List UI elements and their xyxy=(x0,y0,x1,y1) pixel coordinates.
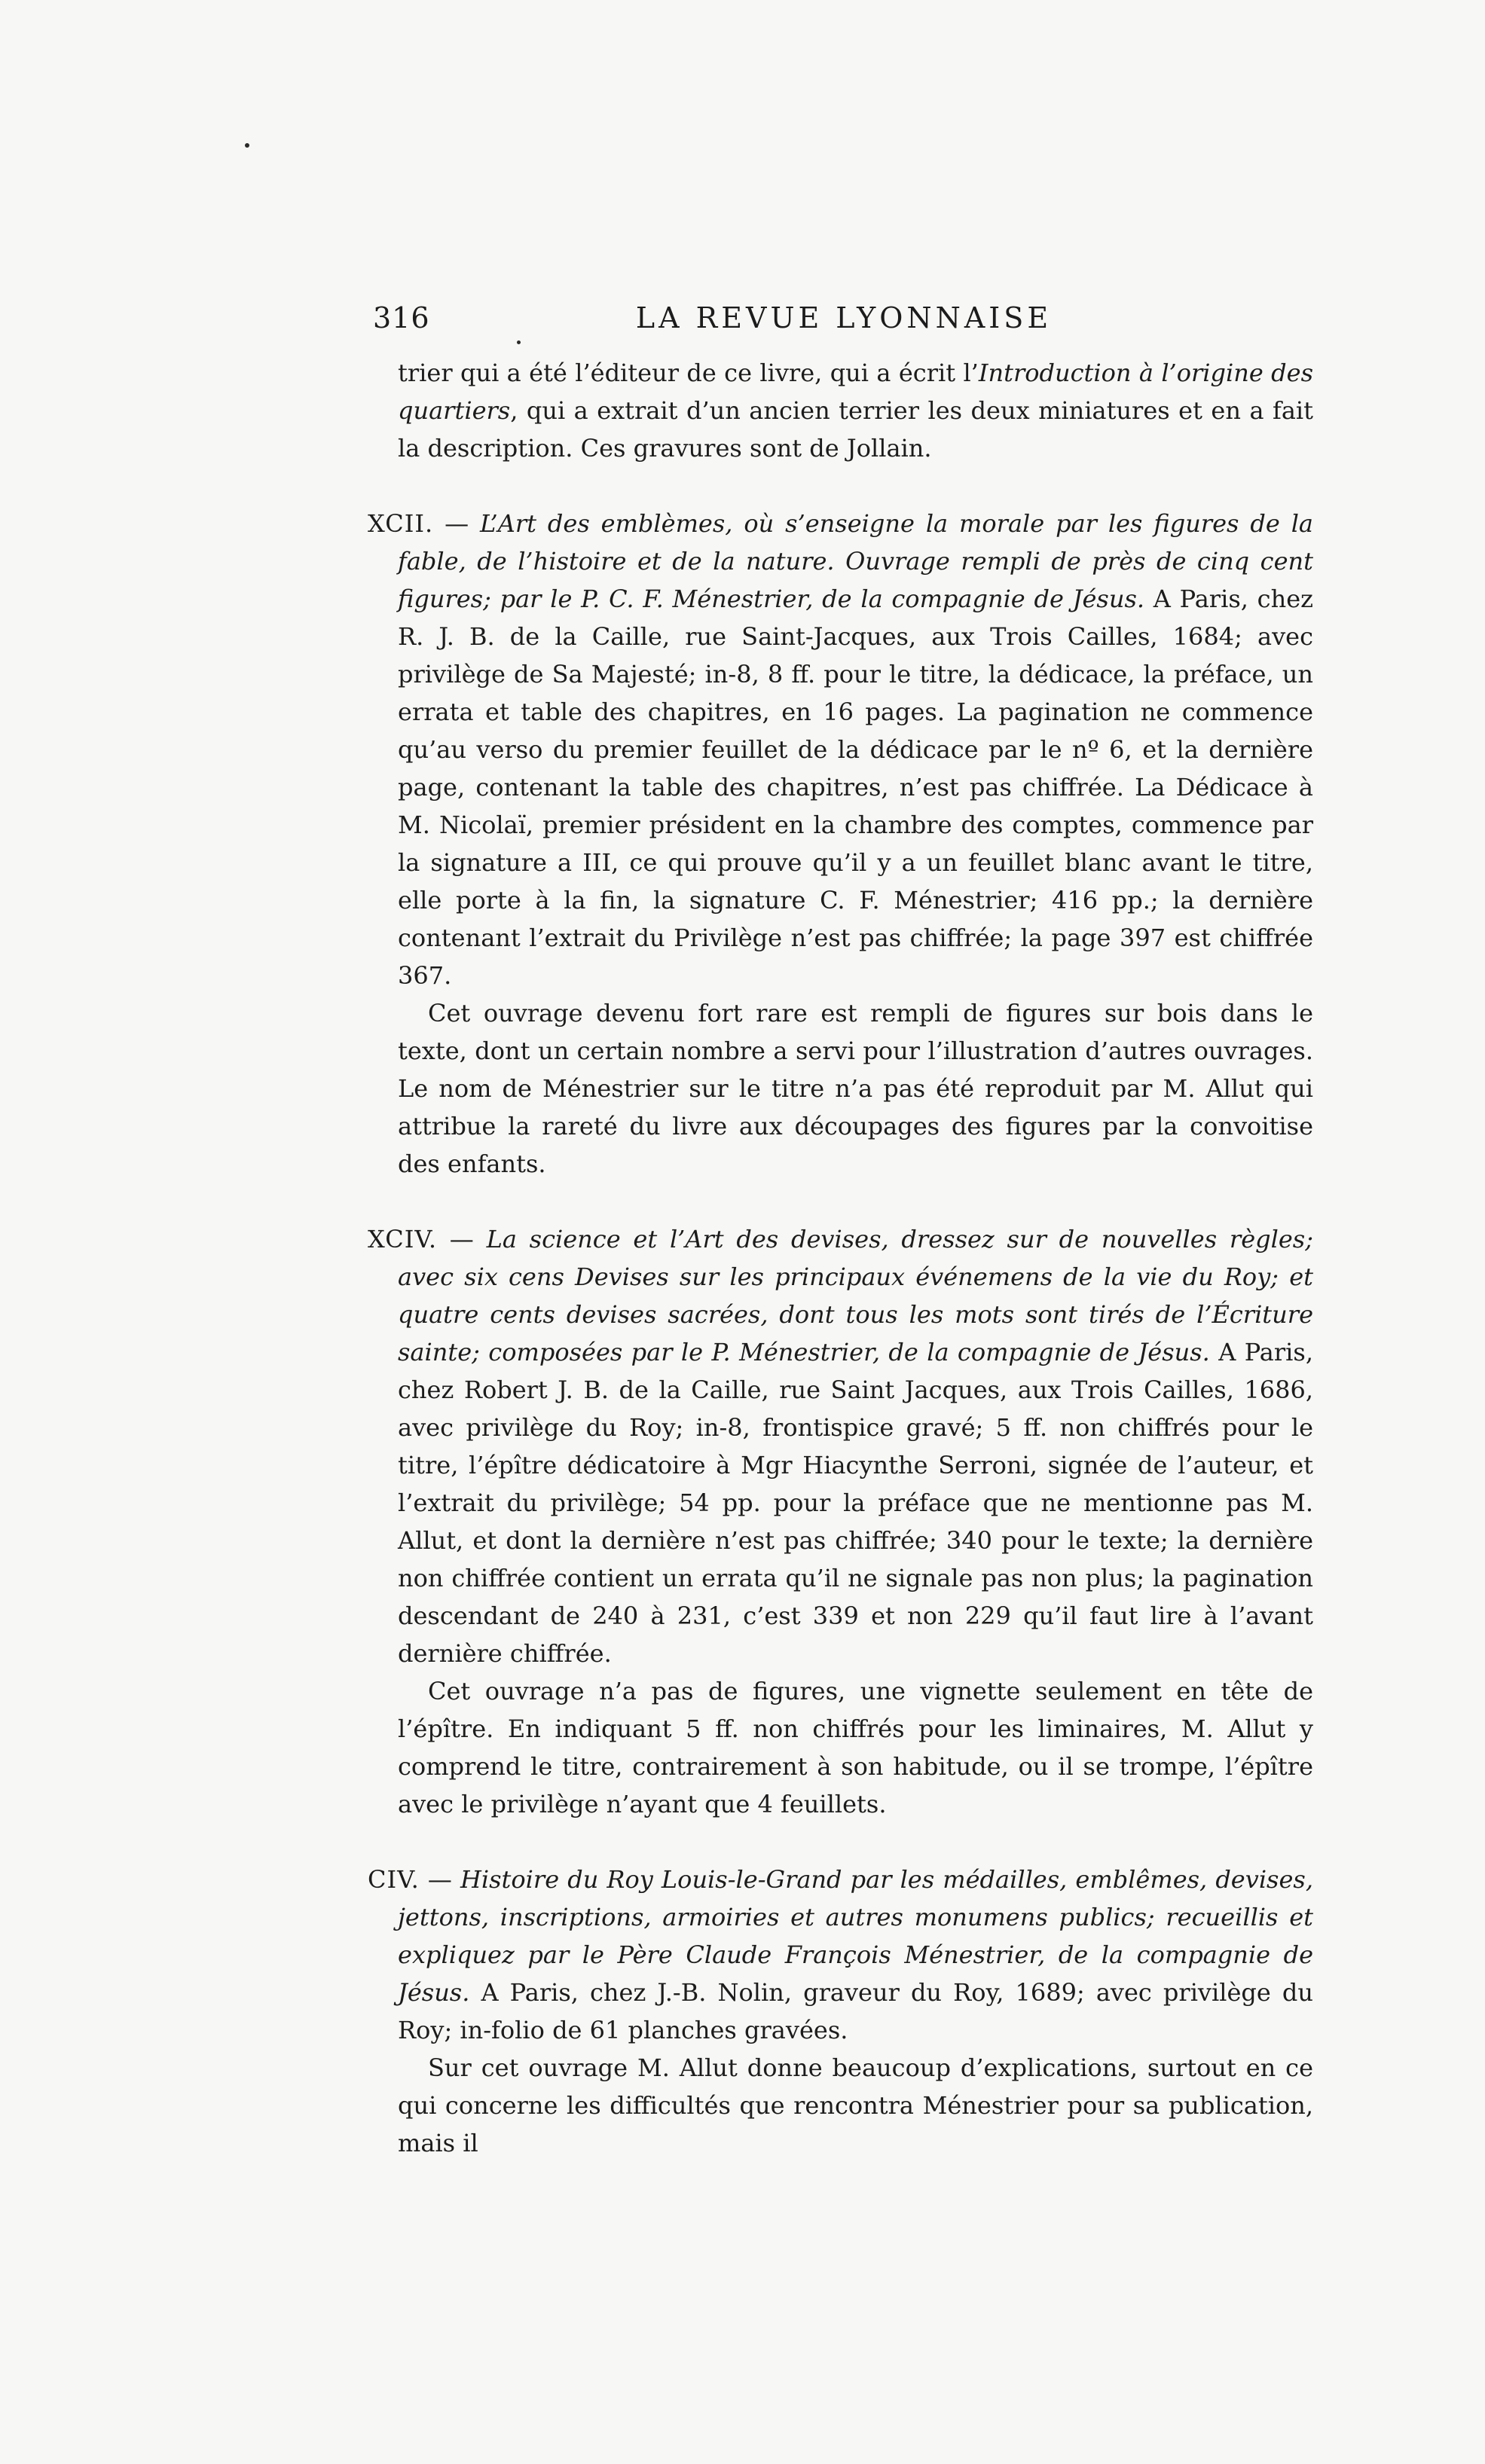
entry-heading xyxy=(368,1861,1313,2049)
journal-title: LA REVUE LYONNAISE xyxy=(635,301,1053,334)
entry-description: A Paris, chez R. J. B. de la Caille, rue Saint-Jacques, aux Trois Cailles, 1684; avec privilège de Sa Majesté; in-8, 8 ff. pour le titre, la dédicace, la préface, un errata et table des chapitres, en 16 pages. La pagination ne commence qu’au verso du premier feuillet de la dédicace par le nº 6, et la dernière page, contenant la table des chapitres, n’est pas chiffrée. La Dédicace à M. Nicolaï, premier président en la chambre des comptes, commence par la signature a III, ce qui prouve qu’il y a un feuillet blanc avant le titre, elle porte à la fin, la signature C. F. Ménestrier; 416 pp.; la dernière contenant l’extrait du Privilège n’est pas chiffrée; la page 397 est chiffrée 367. xyxy=(398,585,1314,990)
entry-number: XCII. xyxy=(368,509,434,538)
entry-description: A Paris, chez Robert J. B. de la Caille, rue Saint Jacques, aux Trois Cailles, 1686, avec privilège du Roy; in-8, frontispice gravé; 5 ff. non chiffrés pour le titre, l’épître dédicatoire à Mgr Hiacynthe Serroni, signée de l’auteur, et l’extrait du privilège; 54 pp. pour la préface que ne mentionne pas M. Allut, et dont la dernière n’est pas chiffrée; 340 pour le texte; la dernière non chiffrée contient un errata qu’il ne signale pas non plus; la pagination descendant de 240 à 231, c’est 339 et non 229 qu’il faut lire à l’avant dernière chiffrée. xyxy=(398,1338,1314,1668)
entry-heading xyxy=(368,1220,1314,1672)
entry-comment: Cet ouvrage n’a pas de figures, une vignette seulement en tête de l’épître. En indiquant 5 ff. non chiffrés pour les liminaires, M. Allut y comprend le titre, contrairement à son habitude, ou il se trompe, l’épître avec le privilège n’ayant que 4 feuillets. xyxy=(398,1677,1313,1818)
entry-number: CIV. xyxy=(368,1865,420,1894)
entry-dash: — xyxy=(419,1865,460,1894)
entry-title: La science et l’Art des devises, dressez sur de nouvelles règles; avec six cens Devises sur les principaux événemens de la vie du Roy; et quatre cents devises sacrées, dont tous les mots sont tirés de l’Écriture sainte; composées par le P. Ménestrier, de la compagnie de Jésus. xyxy=(398,1225,1314,1366)
body-text xyxy=(368,354,1314,2162)
entry-comment: Sur cet ouvrage M. Allut donne beaucoup d’explications, surtout en ce qui concerne les difficultés que rencontra Ménestrier pour sa publication, mais il xyxy=(398,2053,1313,2157)
entry-number: XCIV. xyxy=(368,1225,438,1253)
entry-heading xyxy=(368,505,1314,994)
continuation-text-before: trier qui a été l’éditeur de ce livre, qui a écrit l’ xyxy=(398,359,979,387)
running-head xyxy=(373,301,1315,343)
continuation-paragraph xyxy=(398,354,1313,467)
entry-civ xyxy=(368,1861,1313,2162)
continuation-text-after: , qui a extrait d’un ancien terrier les deux miniatures et en a fait la description. Ces gravures sont de Jollain. xyxy=(398,396,1313,463)
entry-title: L’Art des emblèmes, où s’enseigne la morale par les figures de la fable, de l’histoire et de la nature. Ouvrage rempli de près de cinq cent figures; par le P. C. F. Ménestrier, de la compagnie de Jésus. xyxy=(398,509,1313,613)
ink-speck xyxy=(245,143,249,148)
entry-xcii xyxy=(368,505,1314,1183)
entry-comment: Cet ouvrage devenu fort rare est rempli de figures sur bois dans le texte, dont un certain nombre a servi pour l’illustration d’autres ouvrages. Le nom de Ménestrier sur le titre n’a pas été reproduit par M. Allut qui attribue la rareté du livre aux découpages des figures par la convoitise des enfants. xyxy=(398,999,1313,1178)
entry-title: Histoire du Roy Louis-le-Grand par les médailles, emblêmes, devises, jettons, inscriptions, armoiries et autres monumens publics; recueillis et expliquez par le Père Claude François Ménestrier, de la compagnie de Jésus. xyxy=(398,1865,1313,2007)
entry-dash: — xyxy=(437,1225,487,1253)
entry-dash: — xyxy=(433,509,480,538)
entry-xciv xyxy=(368,1220,1314,1823)
entry-description: A Paris, chez J.-B. Nolin, graveur du Roy, 1689; avec privilège du Roy; in-folio de 61 planches gravées. xyxy=(398,1978,1313,2044)
page-number: 316 xyxy=(373,301,430,334)
continuation-title: Introduction à l’origine des quartiers xyxy=(398,359,1314,425)
